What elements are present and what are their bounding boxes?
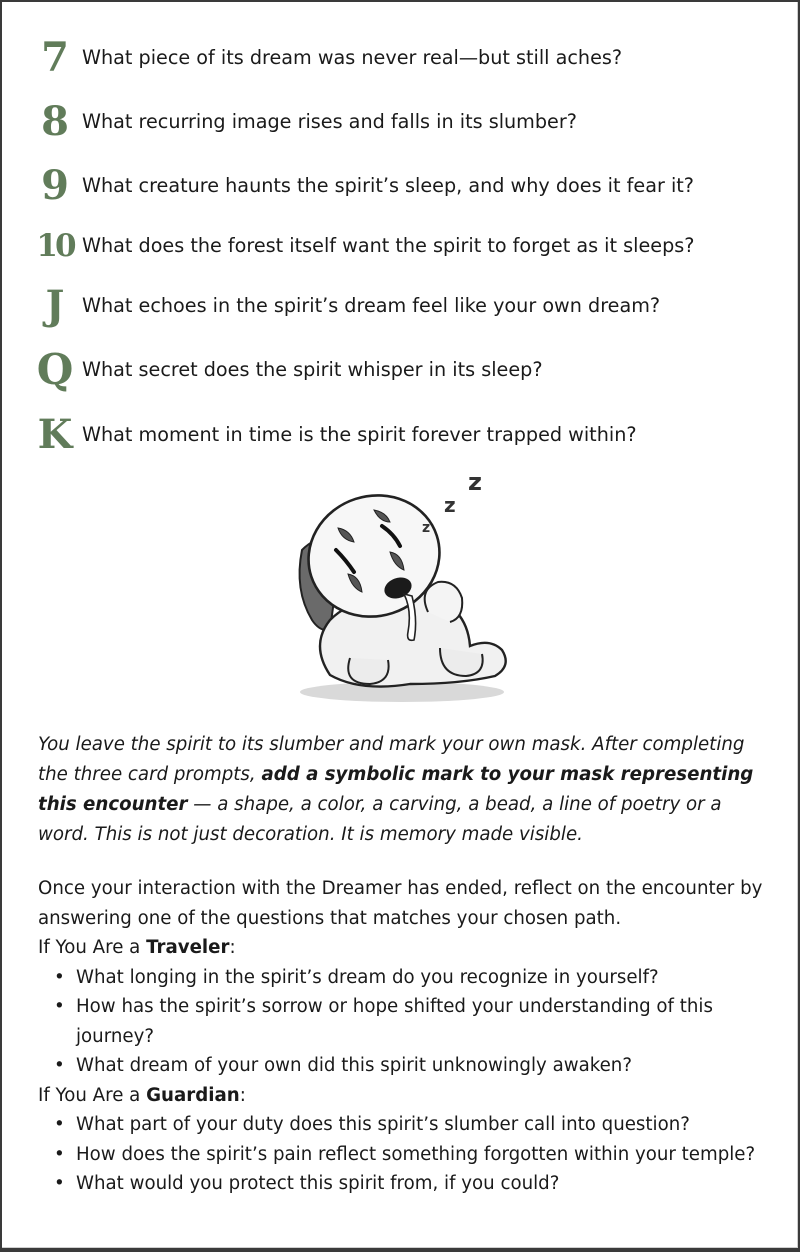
card-prompt-7 [2,36,797,80]
traveler-heading-prefix: If You Are a [38,937,147,958]
traveler-question-list [38,963,778,1081]
guardian-question-list [38,1110,778,1199]
card-prompt-text: What echoes in the spirit’s dream feel like your own dream? [82,294,661,317]
card-rank: 8 [41,98,69,145]
card-prompt-k [2,413,797,457]
guardian-role: Guardian [146,1084,240,1106]
list-item: • What part of your duty does this spirit’s slumber call into question? [76,1110,778,1140]
card-prompt-10 [2,224,797,268]
narrative-part2: — a shape, a color, a carving, a bead, a line of poetry or a word. This is not just decoration. It is memory made visible. [38,794,722,845]
narrative-part1: You leave the spirit to its slumber and mark your own mask. After completing the three card prompts, [38,734,745,785]
card-rank: K [37,411,73,458]
list-item: • What would you protect this spirit from, if you could? [76,1169,778,1199]
card-rank: J [45,282,65,329]
card-prompt-9 [2,164,797,208]
zzz-small: z [422,520,431,536]
traveler-role: Traveler [146,937,230,958]
guardian-heading-suffix: : [239,1084,246,1106]
narrative-emphasis: add a symbolic mark to your mask representing this encounter [38,764,754,815]
traveler-heading-suffix: : [229,937,236,958]
zzz-medium: z [444,493,456,517]
list-item: • How has the spirit’s sorrow or hope shifted your understanding of this journey? [76,992,778,1051]
card-prompt-q [2,345,797,394]
card-rank: 7 [41,34,69,81]
card-prompt-text: What moment in time is the spirit forever trapped within? [82,423,637,446]
zzz-large: z [468,470,482,496]
sleeping-spirit-illustration [290,470,530,710]
card-prompt-text: What recurring image rises and falls in its slumber? [82,110,577,133]
card-prompt-text: What does the forest itself want the spirit to forget as it sleeps? [82,234,695,257]
list-item: • What longing in the spirit’s dream do you recognize in yourself? [76,963,778,993]
list-item: • How does the spirit’s pain reflect something forgotten within your temple? [76,1140,778,1170]
guardian-heading [38,1081,778,1111]
card-prompt-8 [2,100,797,144]
card-rank: 9 [41,162,69,209]
list-item: • What dream of your own did this spirit unknowingly awaken? [76,1051,778,1081]
encounter-narrative [38,730,778,850]
guardian-heading-prefix: If You Are a [38,1084,147,1106]
reflection-intro: Once your interaction with the Dreamer has ended, reflect on the encounter by answering one of the questions that matches your chosen path. [38,878,763,929]
reflection-section [38,874,778,1199]
card-prompt-text: What secret does the spirit whisper in its sleep? [82,358,543,381]
sleeping-masked-spirit-icon [290,470,530,710]
card-prompt-text: What creature haunts the spirit’s sleep, and why does it fear it? [82,174,694,197]
card-rank: Q [36,345,74,394]
traveler-heading [38,933,778,963]
card-prompt-text: What piece of its dream was never real—but still aches? [82,46,623,69]
page [2,2,798,1248]
card-prompt-j [2,284,797,328]
card-rank: 10 [36,228,74,264]
